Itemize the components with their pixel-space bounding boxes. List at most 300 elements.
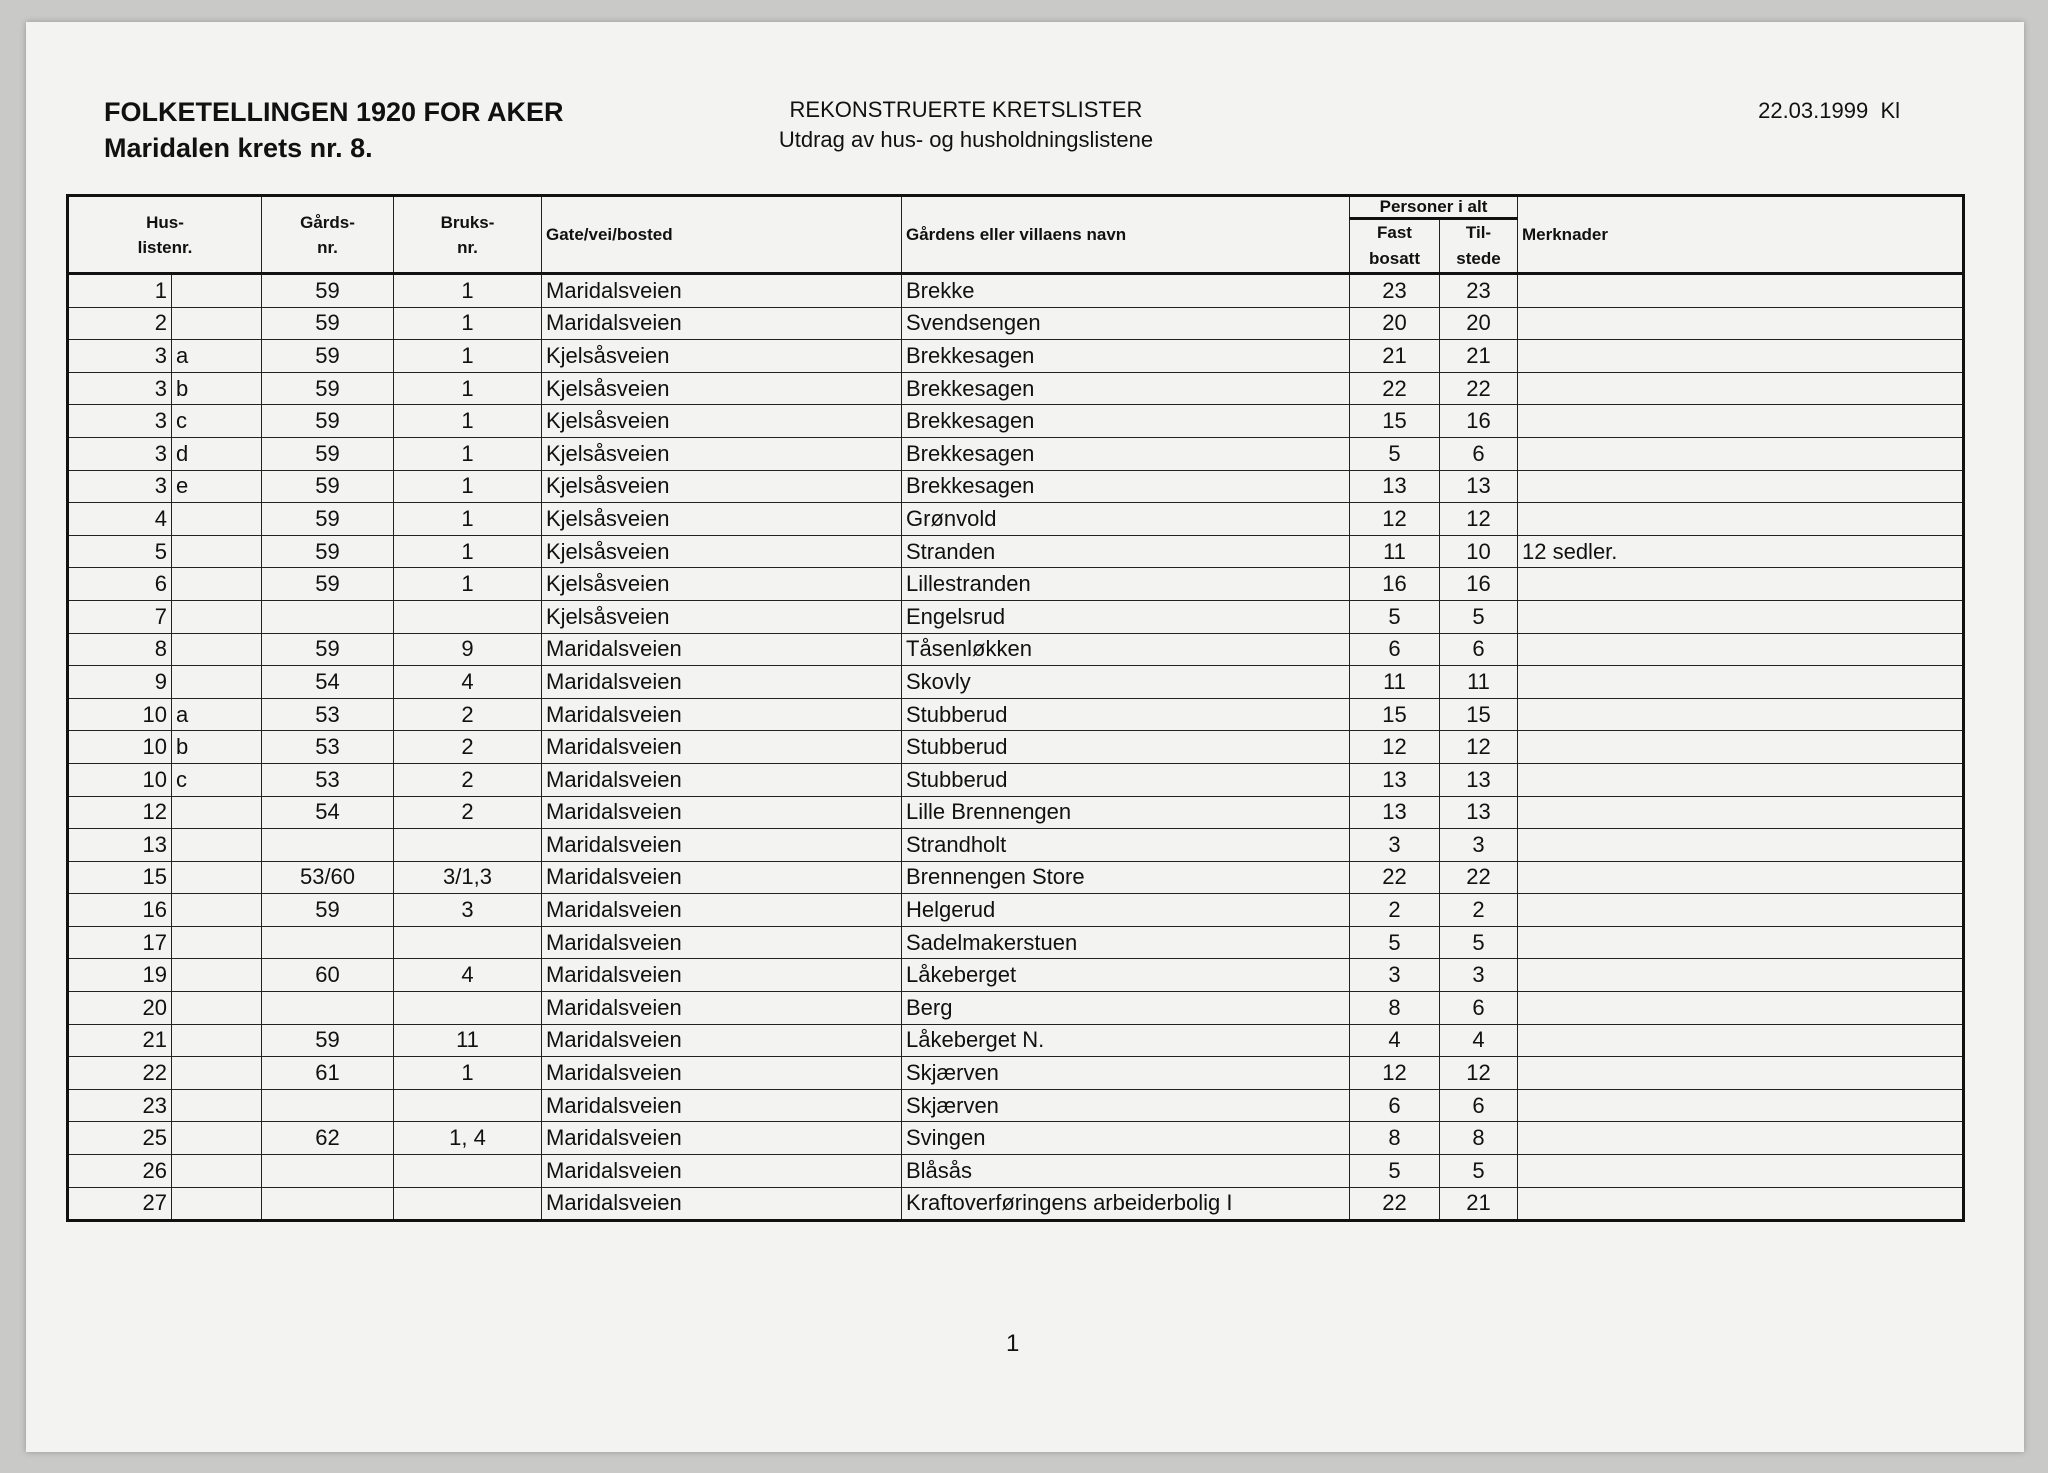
cell-gate: Maridalsveien [542, 307, 902, 340]
table-row [68, 340, 1964, 373]
cell-gardsnr: 53/60 [262, 861, 394, 894]
cell-husliste-nr: 23 [68, 1089, 172, 1122]
cell-bruksnr [394, 926, 542, 959]
date-text: 22.03.1999 [1758, 98, 1869, 123]
cell-husliste-suffix: d [172, 437, 262, 470]
cell-tilstede: 12 [1440, 731, 1518, 764]
cell-husliste-nr: 3 [68, 340, 172, 373]
cell-husliste-nr: 17 [68, 926, 172, 959]
cell-bruksnr: 1 [394, 437, 542, 470]
cell-gate: Maridalsveien [542, 1057, 902, 1090]
cell-gardsnr: 62 [262, 1122, 394, 1155]
cell-gate: Maridalsveien [542, 1187, 902, 1221]
cell-merknader [1518, 992, 1964, 1025]
table-row [68, 763, 1964, 796]
cell-husliste-nr: 8 [68, 633, 172, 666]
col-header-husliste: Hus- listenr. [68, 196, 262, 274]
cell-fast-bosatt: 22 [1350, 372, 1440, 405]
cell-husliste-nr: 19 [68, 959, 172, 992]
cell-fast-bosatt: 6 [1350, 633, 1440, 666]
cell-gardsnr: 61 [262, 1057, 394, 1090]
cell-fast-bosatt: 22 [1350, 1187, 1440, 1221]
table-row [68, 926, 1964, 959]
cell-gardens-navn: Stubberud [902, 763, 1350, 796]
header-row-1 [68, 196, 1964, 219]
cell-husliste-nr: 4 [68, 503, 172, 536]
cell-tilstede: 23 [1440, 274, 1518, 308]
cell-tilstede: 21 [1440, 1187, 1518, 1221]
cell-tilstede: 5 [1440, 926, 1518, 959]
cell-husliste-nr: 5 [68, 535, 172, 568]
cell-merknader [1518, 437, 1964, 470]
cell-gardens-navn: Skjærven [902, 1089, 1350, 1122]
cell-fast-bosatt: 12 [1350, 1057, 1440, 1090]
cell-husliste-nr: 16 [68, 894, 172, 927]
cell-tilstede: 5 [1440, 1155, 1518, 1188]
cell-merknader [1518, 666, 1964, 699]
cell-gardsnr: 53 [262, 763, 394, 796]
document-heading [104, 94, 564, 166]
cell-gardsnr [262, 992, 394, 1025]
cell-gate: Maridalsveien [542, 959, 902, 992]
col-header-gardsnr: Gårds- nr. [262, 196, 394, 274]
cell-husliste-nr: 10 [68, 698, 172, 731]
cell-gate: Maridalsveien [542, 698, 902, 731]
table-row [68, 535, 1964, 568]
table-row [68, 600, 1964, 633]
cell-gate: Maridalsveien [542, 633, 902, 666]
cell-fast-bosatt: 13 [1350, 763, 1440, 796]
cell-gate: Maridalsveien [542, 1024, 902, 1057]
cell-husliste-nr: 6 [68, 568, 172, 601]
cell-fast-bosatt: 3 [1350, 959, 1440, 992]
cell-husliste-nr: 3 [68, 372, 172, 405]
cell-merknader [1518, 405, 1964, 438]
cell-merknader [1518, 763, 1964, 796]
cell-bruksnr: 1 [394, 372, 542, 405]
cell-bruksnr: 1 [394, 307, 542, 340]
cell-gardens-navn: Stranden [902, 535, 1350, 568]
cell-bruksnr: 1 [394, 274, 542, 308]
cell-fast-bosatt: 16 [1350, 568, 1440, 601]
cell-husliste-nr: 25 [68, 1122, 172, 1155]
cell-tilstede: 2 [1440, 894, 1518, 927]
cell-tilstede: 12 [1440, 1057, 1518, 1090]
cell-husliste-nr: 10 [68, 731, 172, 764]
cell-gate: Kjelsåsveien [542, 503, 902, 536]
cell-gate: Kjelsåsveien [542, 405, 902, 438]
cell-tilstede: 4 [1440, 1024, 1518, 1057]
cell-husliste-suffix [172, 992, 262, 1025]
cell-husliste-nr: 13 [68, 829, 172, 862]
cell-husliste-nr: 9 [68, 666, 172, 699]
cell-bruksnr: 11 [394, 1024, 542, 1057]
cell-bruksnr [394, 1155, 542, 1188]
cell-gate: Maridalsveien [542, 731, 902, 764]
table-row [68, 1089, 1964, 1122]
cell-tilstede: 3 [1440, 829, 1518, 862]
cell-gate: Kjelsåsveien [542, 470, 902, 503]
cell-fast-bosatt: 5 [1350, 926, 1440, 959]
cell-husliste-suffix [172, 861, 262, 894]
cell-husliste-suffix [172, 1024, 262, 1057]
cell-husliste-nr: 3 [68, 437, 172, 470]
cell-gardsnr: 59 [262, 535, 394, 568]
cell-gate: Maridalsveien [542, 666, 902, 699]
cell-tilstede: 8 [1440, 1122, 1518, 1155]
table-row [68, 307, 1964, 340]
cell-merknader [1518, 340, 1964, 373]
cell-merknader [1518, 1024, 1964, 1057]
cell-fast-bosatt: 13 [1350, 470, 1440, 503]
table-row [68, 796, 1964, 829]
table-row [68, 568, 1964, 601]
cell-fast-bosatt: 5 [1350, 437, 1440, 470]
cell-bruksnr: 9 [394, 633, 542, 666]
cell-gardsnr: 54 [262, 796, 394, 829]
cell-bruksnr: 4 [394, 959, 542, 992]
cell-gate: Maridalsveien [542, 894, 902, 927]
cell-gardens-navn: Brekkesagen [902, 437, 1350, 470]
cell-gardsnr: 59 [262, 372, 394, 405]
date-stamp [1720, 98, 1900, 124]
cell-husliste-suffix: c [172, 763, 262, 796]
cell-tilstede: 21 [1440, 340, 1518, 373]
table-row [68, 1187, 1964, 1221]
cell-gardens-navn: Svendsengen [902, 307, 1350, 340]
census-table [66, 194, 1965, 1222]
cell-husliste-suffix: b [172, 372, 262, 405]
center-line-1: REKONSTRUERTE KRETSLISTER [789, 97, 1143, 122]
cell-fast-bosatt: 8 [1350, 992, 1440, 1025]
cell-merknader [1518, 1089, 1964, 1122]
cell-bruksnr: 2 [394, 763, 542, 796]
cell-husliste-suffix [172, 1187, 262, 1221]
cell-gardsnr: 59 [262, 307, 394, 340]
cell-gate: Kjelsåsveien [542, 340, 902, 373]
table-row [68, 274, 1964, 308]
col-header-navn: Gårdens eller villaens navn [902, 196, 1350, 274]
cell-gardsnr: 59 [262, 274, 394, 308]
cell-bruksnr [394, 1187, 542, 1221]
cell-husliste-suffix [172, 600, 262, 633]
cell-merknader [1518, 861, 1964, 894]
cell-tilstede: 12 [1440, 503, 1518, 536]
col-header-gate: Gate/vei/bosted [542, 196, 902, 274]
cell-merknader [1518, 633, 1964, 666]
cell-bruksnr: 3 [394, 894, 542, 927]
cell-fast-bosatt: 12 [1350, 503, 1440, 536]
cell-merknader [1518, 829, 1964, 862]
cell-bruksnr: 2 [394, 796, 542, 829]
cell-gate: Maridalsveien [542, 274, 902, 308]
cell-gardsnr: 59 [262, 437, 394, 470]
cell-husliste-suffix [172, 894, 262, 927]
cell-husliste-nr: 1 [68, 274, 172, 308]
cell-gardens-navn: Brennengen Store [902, 861, 1350, 894]
cell-gardsnr: 59 [262, 568, 394, 601]
cell-gardsnr: 53 [262, 731, 394, 764]
cell-gate: Kjelsåsveien [542, 568, 902, 601]
cell-husliste-suffix [172, 926, 262, 959]
cell-husliste-nr: 22 [68, 1057, 172, 1090]
cell-tilstede: 13 [1440, 470, 1518, 503]
cell-tilstede: 6 [1440, 437, 1518, 470]
col-header-merknader: Merknader [1518, 196, 1964, 274]
cell-gate: Maridalsveien [542, 1155, 902, 1188]
cell-fast-bosatt: 8 [1350, 1122, 1440, 1155]
cell-gardens-navn: Lille Brennengen [902, 796, 1350, 829]
table-row [68, 470, 1964, 503]
cell-tilstede: 5 [1440, 600, 1518, 633]
cell-bruksnr: 3/1,3 [394, 861, 542, 894]
cell-gardsnr: 59 [262, 1024, 394, 1057]
cell-fast-bosatt: 12 [1350, 731, 1440, 764]
cell-bruksnr [394, 1089, 542, 1122]
col-header-fast-bosatt: Fast bosatt [1350, 219, 1440, 274]
cell-gardsnr: 59 [262, 405, 394, 438]
cell-gardens-navn: Sadelmakerstuen [902, 926, 1350, 959]
table-row [68, 633, 1964, 666]
cell-fast-bosatt: 5 [1350, 1155, 1440, 1188]
cell-gate: Maridalsveien [542, 796, 902, 829]
table-row [68, 1057, 1964, 1090]
cell-merknader [1518, 959, 1964, 992]
cell-gate: Maridalsveien [542, 829, 902, 862]
cell-gardsnr [262, 1187, 394, 1221]
cell-fast-bosatt: 13 [1350, 796, 1440, 829]
cell-gardsnr: 60 [262, 959, 394, 992]
cell-gate: Maridalsveien [542, 992, 902, 1025]
cell-tilstede: 6 [1440, 1089, 1518, 1122]
table-row [68, 1122, 1964, 1155]
cell-tilstede: 13 [1440, 796, 1518, 829]
table-row [68, 437, 1964, 470]
cell-merknader [1518, 568, 1964, 601]
cell-gardsnr: 59 [262, 894, 394, 927]
cell-husliste-nr: 12 [68, 796, 172, 829]
cell-husliste-nr: 10 [68, 763, 172, 796]
cell-fast-bosatt: 5 [1350, 600, 1440, 633]
document-subtitle: Maridalen krets nr. 8. [104, 133, 373, 163]
cell-merknader [1518, 1187, 1964, 1221]
cell-tilstede: 3 [1440, 959, 1518, 992]
table-header [68, 196, 1964, 274]
cell-gardens-navn: Låkeberget N. [902, 1024, 1350, 1057]
cell-gardens-navn: Skjærven [902, 1057, 1350, 1090]
cell-bruksnr: 1 [394, 503, 542, 536]
cell-tilstede: 16 [1440, 405, 1518, 438]
cell-merknader [1518, 503, 1964, 536]
cell-gardsnr [262, 829, 394, 862]
cell-gardens-navn: Brekkesagen [902, 405, 1350, 438]
cell-bruksnr: 4 [394, 666, 542, 699]
cell-gate: Maridalsveien [542, 1089, 902, 1122]
cell-husliste-suffix [172, 829, 262, 862]
cell-fast-bosatt: 23 [1350, 274, 1440, 308]
cell-fast-bosatt: 6 [1350, 1089, 1440, 1122]
cell-tilstede: 11 [1440, 666, 1518, 699]
cell-merknader [1518, 1057, 1964, 1090]
cell-merknader [1518, 274, 1964, 308]
cell-merknader [1518, 600, 1964, 633]
cell-husliste-suffix [172, 666, 262, 699]
cell-tilstede: 15 [1440, 698, 1518, 731]
cell-husliste-nr: 3 [68, 405, 172, 438]
cell-fast-bosatt: 2 [1350, 894, 1440, 927]
cell-husliste-nr: 15 [68, 861, 172, 894]
cell-gardens-navn: Engelsrud [902, 600, 1350, 633]
cell-fast-bosatt: 4 [1350, 1024, 1440, 1057]
cell-husliste-suffix: c [172, 405, 262, 438]
cell-bruksnr [394, 992, 542, 1025]
cell-tilstede: 13 [1440, 763, 1518, 796]
cell-gardens-navn: Brekkesagen [902, 340, 1350, 373]
cell-gardsnr: 59 [262, 503, 394, 536]
cell-tilstede: 22 [1440, 861, 1518, 894]
cell-gardens-navn: Tåsenløkken [902, 633, 1350, 666]
cell-fast-bosatt: 11 [1350, 666, 1440, 699]
cell-fast-bosatt: 15 [1350, 698, 1440, 731]
cell-gate: Maridalsveien [542, 1122, 902, 1155]
cell-merknader [1518, 372, 1964, 405]
page-number: 1 [1006, 1330, 1020, 1357]
cell-husliste-nr: 27 [68, 1187, 172, 1221]
cell-tilstede: 22 [1440, 372, 1518, 405]
table-row [68, 1155, 1964, 1188]
cell-merknader [1518, 731, 1964, 764]
cell-tilstede: 20 [1440, 307, 1518, 340]
cell-gardsnr [262, 1155, 394, 1188]
cell-gardens-navn: Låkeberget [902, 959, 1350, 992]
cell-merknader [1518, 698, 1964, 731]
cell-gardens-navn: Lillestranden [902, 568, 1350, 601]
cell-husliste-suffix [172, 633, 262, 666]
cell-merknader: 12 sedler. [1518, 535, 1964, 568]
cell-merknader [1518, 1155, 1964, 1188]
cell-bruksnr: 1 [394, 1057, 542, 1090]
cell-tilstede: 6 [1440, 633, 1518, 666]
cell-gardens-navn: Stubberud [902, 731, 1350, 764]
cell-tilstede: 10 [1440, 535, 1518, 568]
cell-gardens-navn: Stubberud [902, 698, 1350, 731]
cell-bruksnr: 1 [394, 405, 542, 438]
table-row [68, 894, 1964, 927]
cell-fast-bosatt: 15 [1350, 405, 1440, 438]
cell-gardsnr [262, 1089, 394, 1122]
cell-husliste-suffix [172, 796, 262, 829]
cell-gardens-navn: Svingen [902, 1122, 1350, 1155]
cell-husliste-suffix: b [172, 731, 262, 764]
cell-gardsnr: 59 [262, 470, 394, 503]
cell-gardens-navn: Brekkesagen [902, 470, 1350, 503]
cell-gardsnr: 59 [262, 633, 394, 666]
cell-fast-bosatt: 22 [1350, 861, 1440, 894]
cell-husliste-suffix: a [172, 698, 262, 731]
cell-bruksnr: 1, 4 [394, 1122, 542, 1155]
cell-fast-bosatt: 21 [1350, 340, 1440, 373]
cell-gardens-navn: Brekkesagen [902, 372, 1350, 405]
col-header-tilstede: Til- stede [1440, 219, 1518, 274]
cell-gardens-navn: Strandholt [902, 829, 1350, 862]
cell-gardsnr: 53 [262, 698, 394, 731]
cell-husliste-suffix [172, 503, 262, 536]
cell-gate: Kjelsåsveien [542, 600, 902, 633]
cell-bruksnr: 1 [394, 470, 542, 503]
cell-husliste-nr: 3 [68, 470, 172, 503]
cell-husliste-suffix: a [172, 340, 262, 373]
cell-husliste-suffix [172, 1057, 262, 1090]
cell-husliste-suffix [172, 959, 262, 992]
cell-bruksnr: 1 [394, 535, 542, 568]
cell-husliste-suffix [172, 307, 262, 340]
cell-gate: Kjelsåsveien [542, 437, 902, 470]
cell-husliste-nr: 2 [68, 307, 172, 340]
cell-gate: Maridalsveien [542, 861, 902, 894]
cell-gardens-navn: Blåsås [902, 1155, 1350, 1188]
cell-bruksnr: 2 [394, 698, 542, 731]
cell-gardens-navn: Kraftoverføringens arbeiderbolig I [902, 1187, 1350, 1221]
cell-gate: Maridalsveien [542, 926, 902, 959]
cell-husliste-suffix [172, 1089, 262, 1122]
cell-husliste-suffix [172, 568, 262, 601]
cell-gardens-navn: Brekke [902, 274, 1350, 308]
document-center-heading [756, 95, 1176, 155]
cell-husliste-nr: 20 [68, 992, 172, 1025]
cell-bruksnr: 2 [394, 731, 542, 764]
cell-husliste-suffix [172, 535, 262, 568]
cell-bruksnr: 1 [394, 340, 542, 373]
cell-husliste-suffix [172, 274, 262, 308]
cell-husliste-suffix [172, 1155, 262, 1188]
cell-merknader [1518, 470, 1964, 503]
cell-gate: Kjelsåsveien [542, 372, 902, 405]
document-title: FOLKETELLINGEN 1920 FOR AKER [104, 97, 564, 127]
center-line-2: Utdrag av hus- og husholdningslistene [778, 127, 1154, 152]
cell-husliste-nr: 21 [68, 1024, 172, 1057]
cell-bruksnr: 1 [394, 568, 542, 601]
cell-merknader [1518, 307, 1964, 340]
cell-husliste-nr: 26 [68, 1155, 172, 1188]
cell-gardsnr [262, 926, 394, 959]
table-row [68, 1024, 1964, 1057]
table-row [68, 731, 1964, 764]
table-row [68, 698, 1964, 731]
cell-husliste-nr: 7 [68, 600, 172, 633]
table-row [68, 405, 1964, 438]
table-body [68, 274, 1964, 1221]
table-row [68, 959, 1964, 992]
cell-gardens-navn: Helgerud [902, 894, 1350, 927]
table-row [68, 666, 1964, 699]
cell-gardens-navn: Grønvold [902, 503, 1350, 536]
table-row [68, 861, 1964, 894]
table-row [68, 992, 1964, 1025]
cell-tilstede: 6 [1440, 992, 1518, 1025]
cell-fast-bosatt: 3 [1350, 829, 1440, 862]
initials-text: Kl [1880, 98, 1900, 123]
cell-gate: Maridalsveien [542, 763, 902, 796]
cell-gardsnr [262, 600, 394, 633]
cell-fast-bosatt: 11 [1350, 535, 1440, 568]
cell-gardsnr: 54 [262, 666, 394, 699]
table-row [68, 503, 1964, 536]
table-row [68, 372, 1964, 405]
cell-merknader [1518, 894, 1964, 927]
cell-bruksnr [394, 829, 542, 862]
cell-merknader [1518, 796, 1964, 829]
cell-husliste-suffix [172, 1122, 262, 1155]
